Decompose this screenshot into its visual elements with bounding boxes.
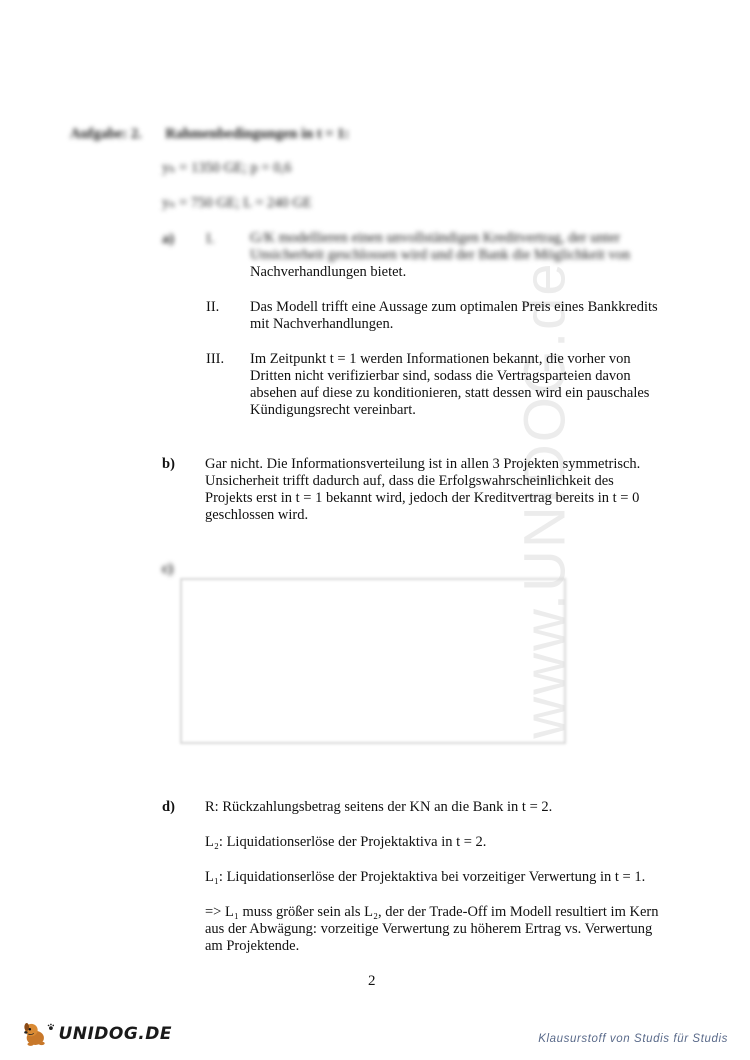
section-d-label: d) bbox=[162, 799, 175, 815]
given-line-2: yₙ = 750 GE; L = 240 GE bbox=[162, 195, 312, 211]
section-d-conclusion bbox=[205, 904, 685, 955]
task-label: Aufgabe: 2. bbox=[70, 126, 142, 142]
item-I-text bbox=[250, 230, 680, 281]
item-II-numeral: II. bbox=[206, 299, 220, 315]
conclusion-line: => L₁ muss größer sein als L₂, der der Trade-Off im Modell resultiert im Kern bbox=[205, 904, 659, 920]
item-III-numeral: III. bbox=[206, 351, 225, 367]
section-c-label: c) bbox=[162, 561, 174, 577]
item-III-line: absehen auf diese zu konditionieren, statt dessen wird ein pauschales bbox=[250, 385, 650, 401]
logo-text: UNIDOG.DE bbox=[58, 1024, 172, 1044]
section-b-line: Unsicherheit trifft dadurch auf, dass die Erfolgswahrscheinlichkeit des bbox=[205, 473, 614, 489]
task-title: Rahmenbedingungen in t = 1: bbox=[165, 126, 350, 142]
item-II-line: Das Modell trifft eine Aussage zum optimalen Preis eines Bankkredits bbox=[250, 299, 658, 315]
item-II-text bbox=[250, 299, 690, 333]
page-number: 2 bbox=[368, 973, 376, 989]
given-line-1: yₕ = 1350 GE; p = 0,6 bbox=[162, 160, 292, 176]
section-d-l1-line bbox=[205, 869, 685, 886]
paw-print-icon bbox=[47, 1022, 55, 1032]
item-II-line: mit Nachverhandlungen. bbox=[250, 316, 394, 332]
task-header bbox=[70, 126, 369, 143]
l1-symbol: L₁ bbox=[205, 869, 219, 885]
section-b-line: Gar nicht. Die Informationsverteilung ist in allen 3 Projekten symmetrisch. bbox=[205, 456, 641, 472]
watermark-text: www.UNIDOG.de bbox=[512, 261, 578, 739]
conclusion-line: aus der Abwägung: vorzeitige Verwertung zu höherem Ertrag vs. Verwertung bbox=[205, 921, 653, 937]
l2-symbol: L₂ bbox=[205, 834, 219, 850]
item-I-blurred-line: G/K modellieren einen unvollständigen Kreditvertrag, der unter bbox=[250, 230, 621, 246]
dog-mascot-icon bbox=[22, 1017, 49, 1051]
item-I-numeral: I. bbox=[206, 231, 215, 247]
unidog-logo bbox=[22, 1014, 172, 1054]
section-b-label: b) bbox=[162, 456, 175, 472]
item-III-text bbox=[250, 351, 690, 419]
item-III-line: Im Zeitpunkt t = 1 werden Informationen bekannt, die vorher von bbox=[250, 351, 631, 367]
section-b-line: geschlossen wird. bbox=[205, 507, 309, 523]
item-I-line: Nachverhandlungen bietet. bbox=[250, 264, 407, 280]
conclusion-line: am Projektende. bbox=[205, 938, 300, 954]
section-b-line: Projekts erst in t = 1 bekannt wird, jedoch der Kreditvertrag bereits in t = 0 bbox=[205, 490, 640, 506]
l1-description: : Liquidationserlöse der Projektaktiva bei vorzeitiger Verwertung in t = 1. bbox=[218, 869, 646, 885]
blank-answer-box bbox=[180, 578, 566, 744]
l2-description: : Liquidationserlöse der Projektaktiva in t = 2. bbox=[218, 834, 487, 850]
item-I-blurred-line: Unsicherheit geschlossen wird und der Bank die Möglichkeit von bbox=[250, 247, 631, 263]
footer-tagline: Klausurstoff von Studis für Studis bbox=[538, 1033, 728, 1045]
section-d-r-line: R: Rückzahlungsbetrag seitens der KN an die Bank in t = 2. bbox=[205, 799, 553, 815]
section-b-text bbox=[205, 456, 685, 524]
section-d-l2-line bbox=[205, 834, 685, 851]
section-a-label: a) bbox=[162, 231, 175, 247]
item-III-line: Kündigungsrecht vereinbart. bbox=[250, 402, 416, 418]
item-III-line: Dritten nicht verifizierbar sind, sodass die Vertragsparteien davon bbox=[250, 368, 631, 384]
